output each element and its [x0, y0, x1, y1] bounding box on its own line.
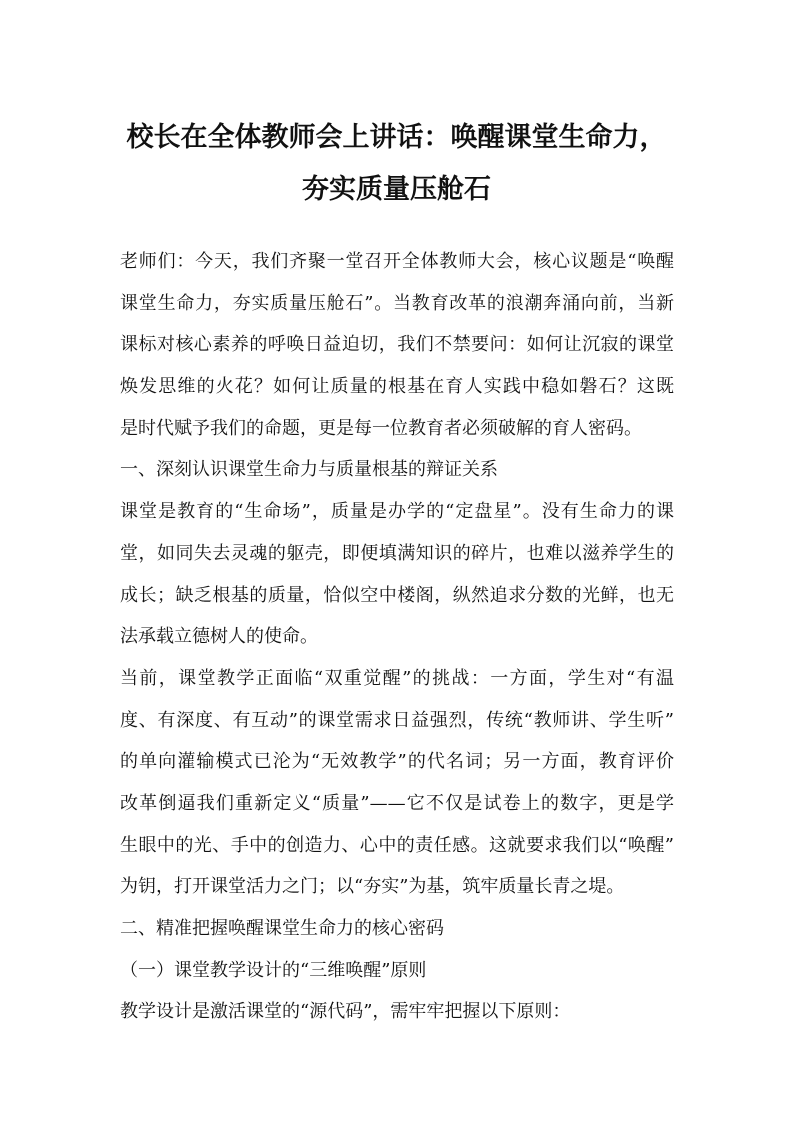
section-heading: [120, 908, 674, 950]
text-line: 教学设计是激活课堂的“源代码”，需牢牢把握以下原则：: [120, 1001, 571, 1023]
title-line-2: 夯实质量压舱石: [302, 174, 491, 205]
text-line: 法承载立德树人的使命。: [120, 626, 318, 648]
text-line: 改革倒逼我们重新定义“质量”——它不仅是试卷上的数字，更是学: [120, 792, 674, 814]
document-title: [0, 112, 793, 216]
text-line: 的单向灌输模式已沦为“无效教学”的代名词；另一方面，教育评价: [120, 751, 674, 773]
text-line: 课堂生命力，夯实质量压舱石”。当教育改革的浪潮奔涌向前，当新: [120, 292, 674, 314]
text-line: 二、精准把握唤醒课堂生命力的核心密码: [120, 918, 444, 939]
text-line: （一）课堂教学设计的“三维唤醒”原则: [120, 959, 427, 981]
text-line: 课堂是教育的“生命场”，质量是办学的“定盘星”。没有生命力的课: [120, 501, 674, 523]
document-body: [120, 241, 674, 1033]
title-line-1: 校长在全体教师会上讲话：唤醒课堂生命力，: [126, 122, 667, 153]
text-line: 生眼中的光、手中的创造力、心中的责任感。这就要求我们以“唤醒”: [120, 834, 674, 856]
text-line: 焕发思维的火花？如何让质量的根基在育人实践中稳如磐石？这既: [120, 376, 674, 398]
text-line: 为钥，打开课堂活力之门；以“夯实”为基，筑牢质量长青之堤。: [120, 876, 625, 898]
paragraph: [120, 658, 674, 908]
paragraph: [120, 241, 674, 449]
text-line: 是时代赋予我们的命题，更是每一位教育者必须破解的育人密码。: [120, 417, 642, 439]
text-line: 堂，如同失去灵魂的躯壳，即便填满知识的碎片，也难以滋养学生的: [120, 542, 674, 564]
section-heading: [120, 991, 674, 1033]
paragraph: [120, 491, 674, 658]
text-line: 成长；缺乏根基的质量，恰似空中楼阁，纵然追求分数的光鲜，也无: [120, 584, 674, 606]
section-heading: [120, 449, 674, 491]
text-line: 课标对核心素养的呼唤日益迫切，我们不禁要问：如何让沉寂的课堂: [120, 334, 674, 356]
text-line: 当前，课堂教学正面临“双重觉醒”的挑战：一方面，学生对“有温: [120, 667, 674, 689]
text-line: 一、深刻认识课堂生命力与质量根基的辩证关系: [120, 459, 498, 481]
section-heading: [120, 950, 674, 992]
text-line: 老师们：今天，我们齐聚一堂召开全体教师大会，核心议题是“唤醒: [120, 251, 674, 272]
text-line: 度、有深度、有互动”的课堂需求日益强烈，传统“教师讲、学生听”: [120, 709, 674, 731]
